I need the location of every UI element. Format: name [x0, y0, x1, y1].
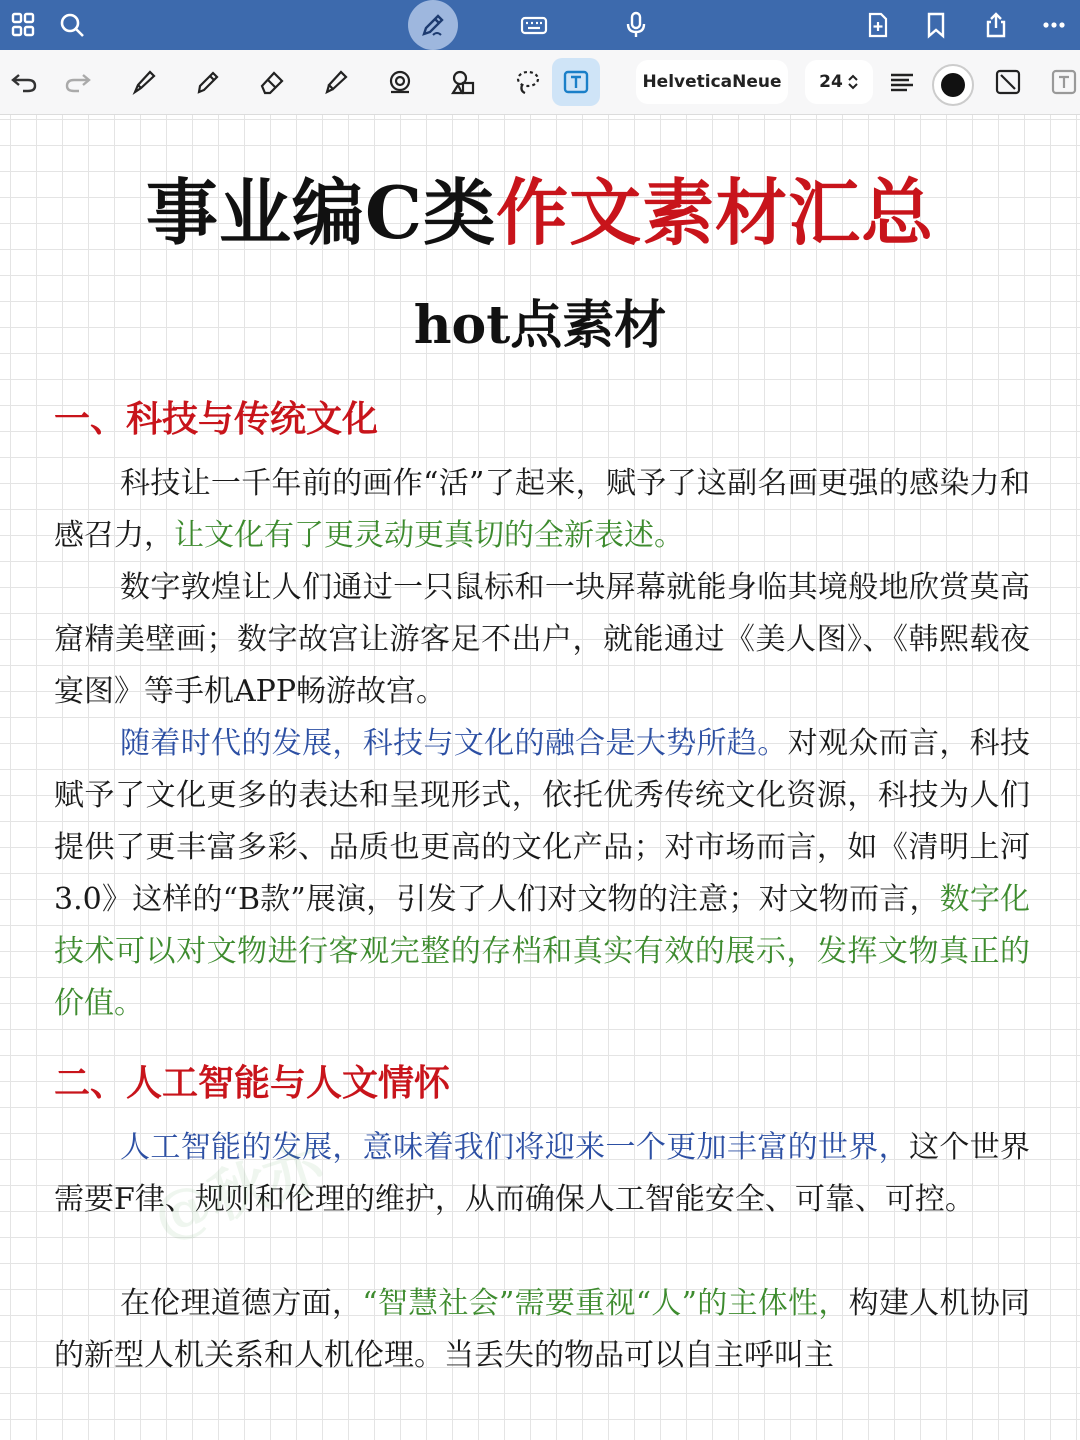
section-heading-1: 一、科技与传统文化	[54, 398, 379, 440]
text-run: “智慧社会”需要重视“人”的主体性，	[362, 1286, 849, 1321]
textbox-icon[interactable]	[1040, 58, 1080, 106]
text-run: 构建人机协同的新型人机关系和人机伦理。当丢失的物品可以自主呼叫主	[54, 1286, 1031, 1373]
grid-icon[interactable]	[0, 0, 48, 50]
pencil-icon[interactable]	[184, 58, 232, 106]
fountain-pen-icon[interactable]	[120, 58, 168, 106]
font-size-stepper[interactable]	[805, 60, 873, 104]
text-run: 在伦理道德方面，	[120, 1286, 363, 1321]
keyboard-icon[interactable]	[510, 0, 558, 50]
search-icon[interactable]	[48, 0, 96, 50]
paragraph	[54, 718, 1030, 1030]
lasso-icon[interactable]	[504, 58, 552, 106]
text-run: 数字化技术可以对文物进行客观完整的存档和真实有效的展示，发挥文物真正的价值。	[54, 882, 1030, 1021]
text-run: 科技让一千年前的画作“活”了起来，赋予了这副名画更强的感染力和感召力，	[54, 466, 1030, 553]
text-icon[interactable]	[552, 58, 600, 106]
add-page-icon[interactable]	[854, 0, 902, 50]
stepper-icon	[847, 72, 859, 92]
text-run: 人工智能的发展，意味着我们将迎来一个更加丰富的世界，	[120, 1130, 909, 1165]
highlighter-icon[interactable]	[312, 58, 360, 106]
title-black-part: 事业编C类	[145, 170, 497, 255]
redo-icon[interactable]	[54, 58, 102, 106]
paragraph	[54, 562, 1030, 718]
font-picker[interactable]	[636, 60, 788, 104]
font-size-value: 24	[819, 72, 843, 92]
page-subtitle: hot点素材	[413, 295, 667, 356]
drawing-toolbar	[0, 50, 1080, 115]
font-name-label: HelveticaNeue	[642, 72, 782, 92]
title-red-part: 作文素材汇总	[496, 170, 935, 255]
text-run: 随着时代的发展，科技与文化的融合是大势所趋。	[120, 726, 788, 761]
page-title	[0, 155, 1080, 259]
note-page[interactable]	[0, 115, 1080, 1440]
undo-icon[interactable]	[0, 58, 48, 106]
text-run: 让文化有了更灵动更真切的全新表述。	[174, 518, 684, 553]
pen-icon[interactable]	[409, 0, 457, 50]
eraser-icon[interactable]	[248, 58, 296, 106]
text-run: 这个世界需要F律、规则和伦理的维护，从而确保人工智能安全、可靠、可控。	[54, 1130, 1031, 1217]
paragraph	[54, 1278, 1030, 1382]
color-icon[interactable]	[932, 64, 974, 106]
watermark: @秋亦	[145, 1132, 332, 1251]
share-icon[interactable]	[972, 0, 1020, 50]
slash-icon[interactable]	[984, 58, 1032, 106]
paragraph	[54, 458, 1030, 562]
section-heading-2: 二、人工智能与人文情怀	[54, 1062, 451, 1104]
color-dot	[941, 73, 965, 97]
bookmark-icon[interactable]	[912, 0, 960, 50]
top-app-bar	[0, 0, 1080, 50]
sticker-icon[interactable]	[440, 58, 488, 106]
text-run: 对观众而言，科技赋予了文化更多的表达和呈现形式，依托优秀传统文化资源，科技为人们提供了更丰富多彩、品质也更高的文化产品；对市场而言，如《清明上河3.0》这样的“B款”展演，引发了人们对文物的注意；对文物而言，	[54, 726, 1031, 917]
more-icon[interactable]	[1030, 0, 1078, 50]
shape-icon[interactable]	[376, 58, 424, 106]
text-run: 数字敦煌让人们通过一只鼠标和一块屏幕就能身临其境般地欣赏莫高窟精美壁画；数字故宫让游客足不出户，就能通过《美人图》、《韩熙载夜宴图》等手机APP畅游故宫。	[54, 570, 1030, 709]
align-icon[interactable]	[878, 58, 926, 106]
microphone-icon[interactable]	[612, 0, 660, 50]
